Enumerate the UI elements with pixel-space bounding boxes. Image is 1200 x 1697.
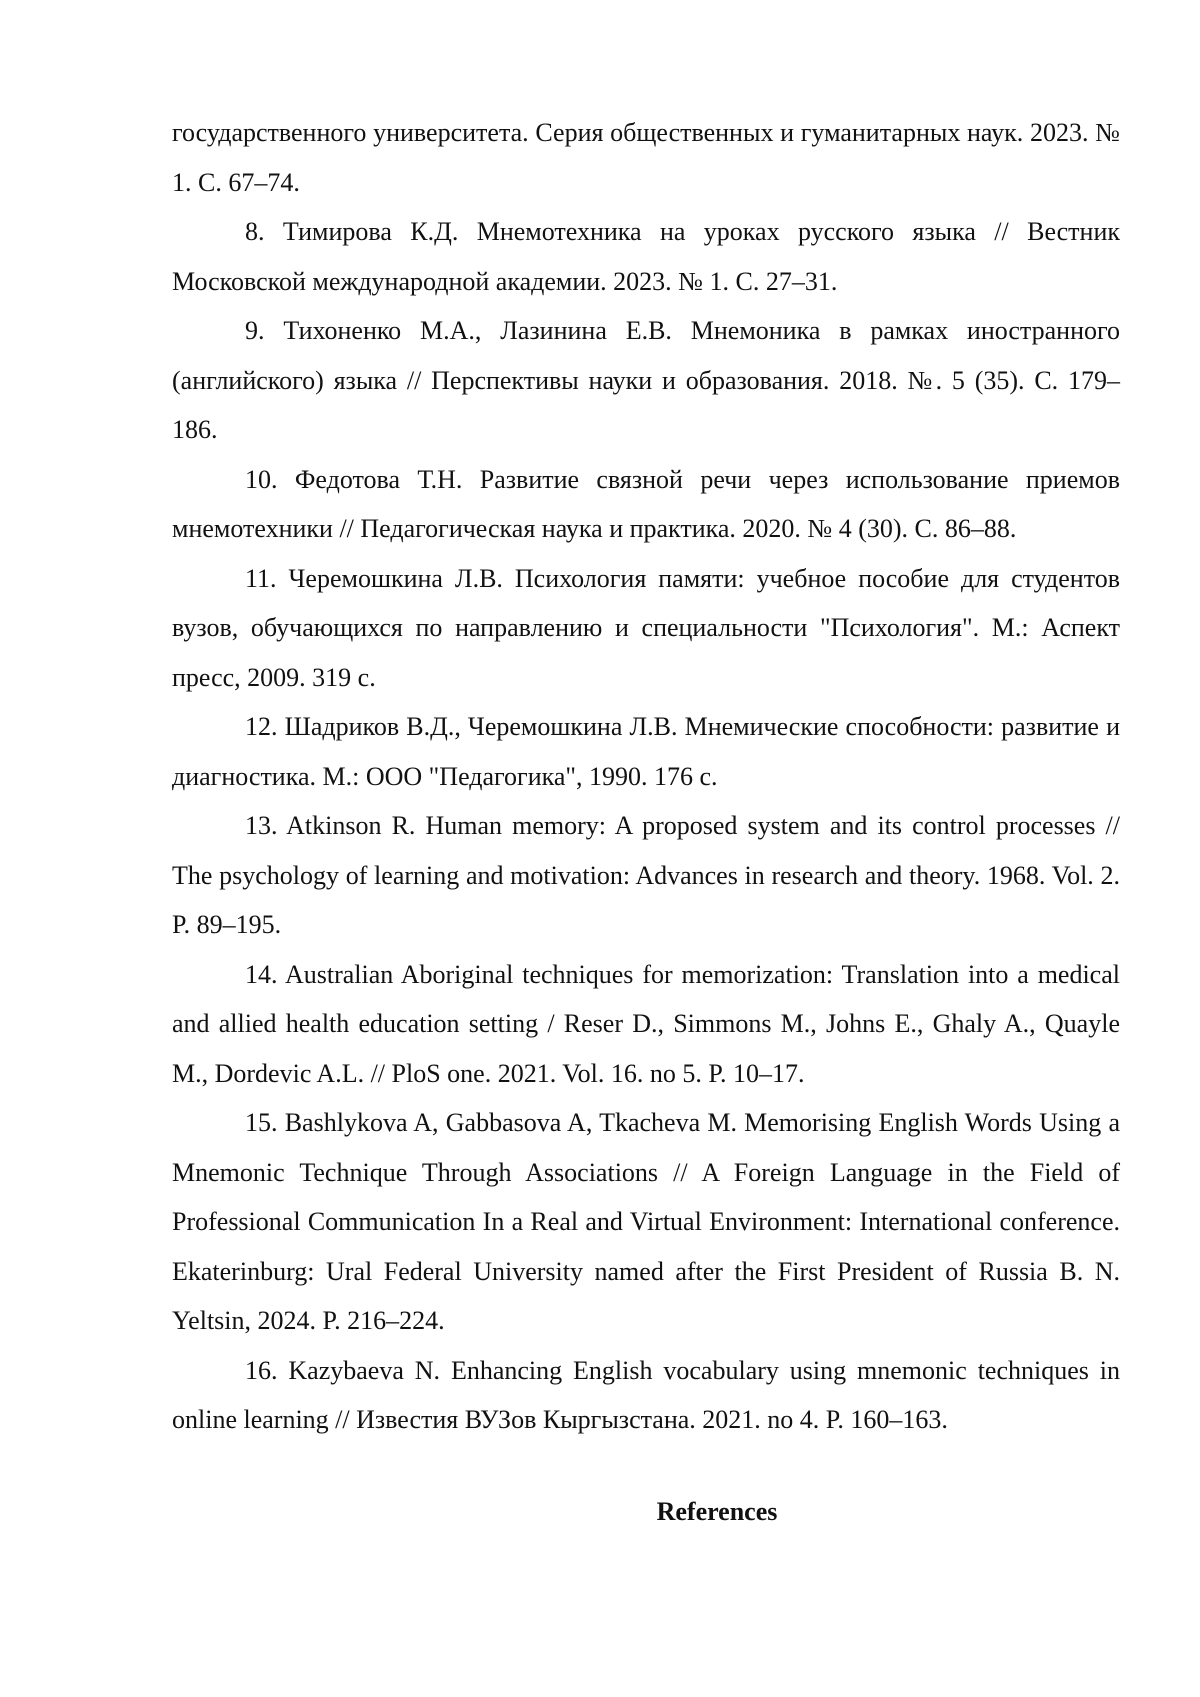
reference-item-16: 16. Kazybaeva N. Enhancing English vocabulary using mnemonic techniques in online learning // Известия ВУЗов Кыргызстана. 2021. no 4. P. 160–163. (172, 1355, 1120, 1434)
reference-continuation: государственного университета. Серия общественных и гуманитарных наук. 2023. № 1. С. 67–74. (172, 118, 1120, 197)
reference-item-14: 14. Australian Aboriginal techniques for memorization: Translation into a medical and allied health education setting / Reser D., Simmons M., Johns E., Ghaly A., Quayle M., Dordevic A.L. // PloS one. 2021. Vol. 16. no 5. P. 10–17. (172, 959, 1120, 1088)
reference-item-10: 10. Федотова Т.Н. Развитие связной речи через использование приемов мнемотехники // Педагогическая наука и практика. 2020. № 4 (30). С. 86–88. (172, 464, 1120, 543)
reference-item-15: 15. Bashlykova A, Gabbasova A, Tkacheva M. Memorising English Words Using a Mnemonic Technique Through Associations // A Foreign Language in the Field of Professional Communication In a Real and Virtual Environment: International conference. Ekaterinburg: Ural Federal University named after the First President of Russia B. N. Yeltsin, 2024. P. 216–224. (172, 1108, 1120, 1335)
reference-item-8: 8. Тимирова К.Д. Мнемотехника на уроках русского языка // Вестник Московской международной академии. 2023. № 1. С. 27–31. (172, 217, 1120, 296)
reference-list (172, 108, 1120, 1445)
reference-item-13: 13. Atkinson R. Human memory: A proposed system and its control processes // The psychology of learning and motivation: Advances in research and theory. 1968. Vol. 2. P. 89–195. (172, 811, 1120, 939)
references-heading: References (656, 1497, 778, 1526)
reference-item-11: 11. Черемошкина Л.В. Психология памяти: учебное пособие для студентов вузов, обучающихся по направлению и специальности "Психология". М.: Аспект пресс, 2009. 319 с. (172, 563, 1120, 692)
reference-item-12: 12. Шадриков В.Д., Черемошкина Л.В. Мнемические способности: развитие и диагностика. М.: ООО "Педагогика", 1990. 176 с. (172, 712, 1120, 791)
reference-item-9: 9. Тихоненко М.А., Лазинина Е.В. Мнемоника в рамках иностранного (английского) языка // Перспективы науки и образования. 2018. №. 5 (35). С. 179–186. (172, 316, 1120, 444)
